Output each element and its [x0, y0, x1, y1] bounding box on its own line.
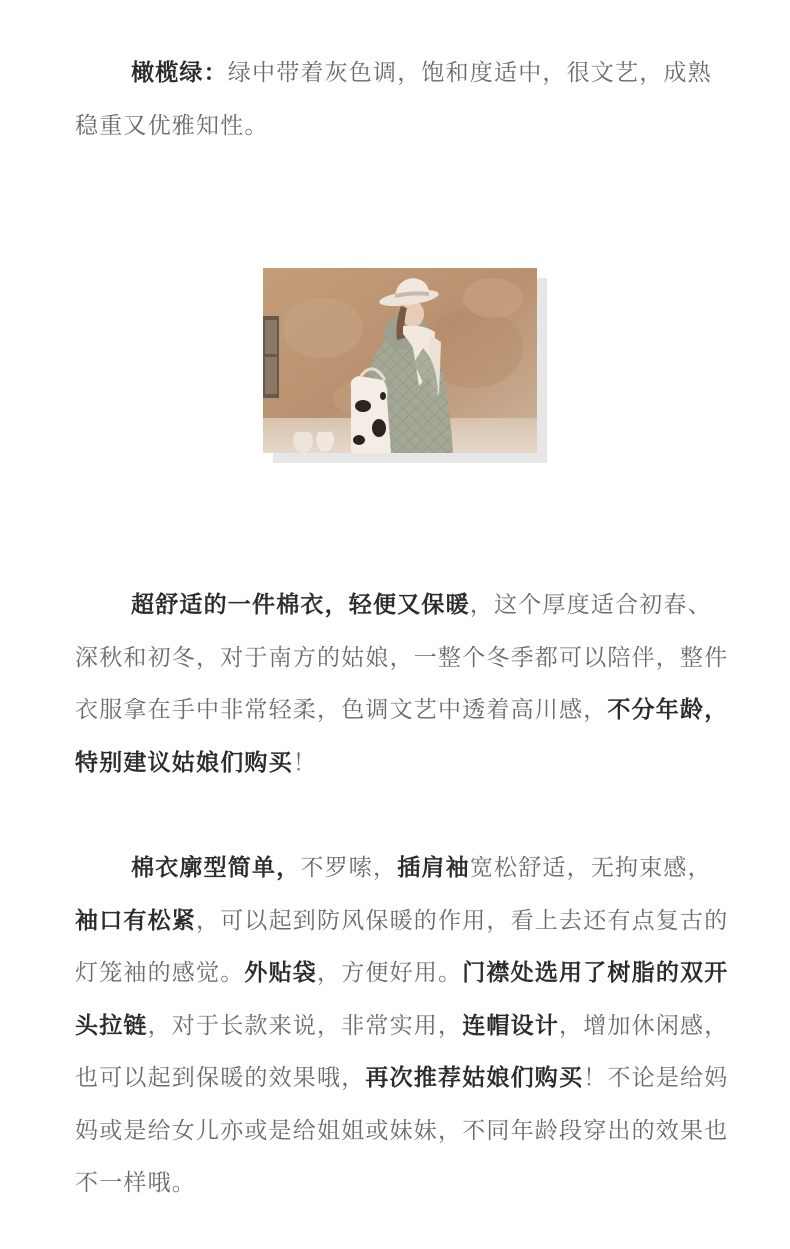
body-text: ，方便好用。: [317, 960, 463, 986]
product-photo-card: [263, 268, 547, 463]
emphasis-text: 袖口有松紧: [75, 907, 196, 934]
emphasis-text: 连帽设计: [462, 1012, 560, 1039]
emphasis-text: 超舒适的一件棉衣，轻便又保暖: [131, 592, 470, 618]
emphasis-text: 门襟处选用了树脂的双开头拉链: [75, 960, 729, 1039]
emphasis-text: 再次推荐姑娘们购买: [365, 1065, 584, 1091]
comfort-description-paragraph: [75, 579, 735, 789]
body-text: ，增加休闲感，也可以起到保暖的效果哦，: [75, 1012, 729, 1091]
emphasis-text: 不分年龄，特别建议姑娘们购买: [75, 697, 729, 776]
body-text: ！: [292, 749, 318, 776]
intro-paragraph-olive-green: [75, 47, 735, 152]
product-photo: [263, 268, 537, 453]
woman-in-coat-photo-icon: [263, 268, 537, 453]
emphasis-text: 橄榄绿：: [131, 60, 228, 86]
body-text: 宽松舒适，无拘束感，: [469, 855, 712, 881]
body-text: ，对于长款来说，非常实用，: [147, 1012, 463, 1039]
emphasis-text: 插肩袖: [397, 855, 470, 881]
body-text: ！不论是给妈妈或是给女儿亦或是给姐姐或妹妹，不同年龄段穿出的效果也不一样哦。: [75, 1065, 729, 1196]
body-text: ，这个厚度适合初春、深秋和初冬，对于南方的姑娘，一整个冬季都可以陪伴，整件衣服拿在手中非常轻柔，色调文艺中透着高川感，: [75, 592, 729, 723]
body-text: ，可以起到防风保暖的作用，看上去还有点复古的灯笼袖的感觉。: [75, 907, 729, 986]
emphasis-text: 外贴袋: [244, 960, 318, 986]
emphasis-text: 棉衣廓型简单，: [131, 855, 301, 881]
body-text: 绿中带着灰色调，饱和度适中，很文艺，成熟稳重又优雅知性。: [75, 60, 712, 139]
body-text: 不罗嗦，: [300, 855, 398, 881]
design-details-paragraph: [75, 842, 735, 1210]
